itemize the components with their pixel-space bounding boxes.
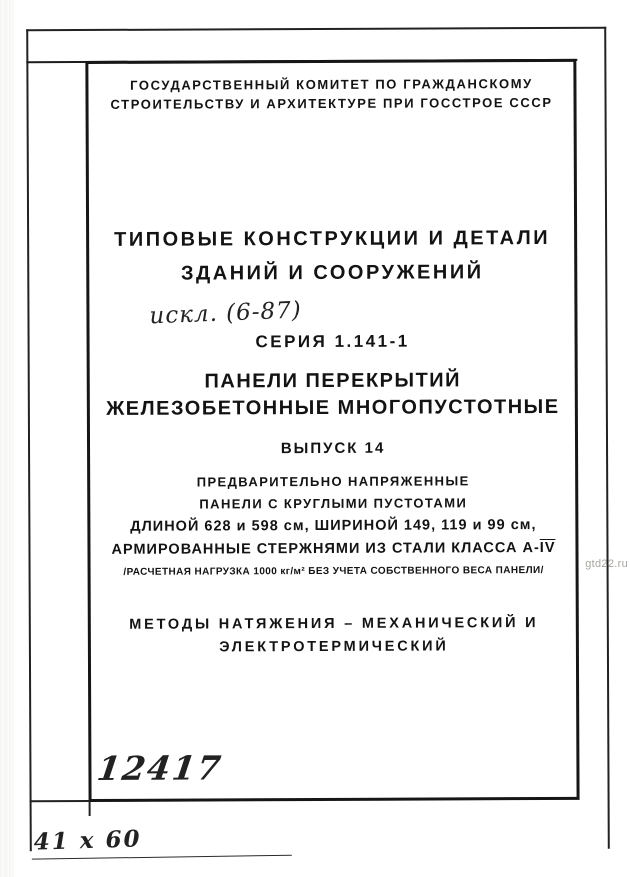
bottom-line-extension xyxy=(30,800,90,802)
subject-line1: ПАНЕЛИ ПЕРЕКРЫТИЙ xyxy=(204,369,462,393)
committee-header-line1: ГОСУДАРСТВЕННЫЙ КОМИТЕТ ПО ГРАЖДАНСКОМУ xyxy=(130,76,533,93)
committee-header-line2: СТРОИТЕЛЬСТВУ И АРХИТЕКТУРЕ ПРИ ГОССТРОЕ СССР xyxy=(110,94,553,112)
handwritten-cancellation-note: искл. (6-87) xyxy=(149,297,303,330)
reinforcement-text: АРМИРОВАННЫЕ СТЕРЖНЯМИ ИЗ СТАЛИ КЛАССА А- xyxy=(111,540,540,558)
reinforcement-line xyxy=(88,540,578,558)
document-title-line1: ТИПОВЫЕ КОНСТРУКЦИИ И ДЕТАЛИ xyxy=(114,226,551,251)
handwritten-inventory-number: 12417 xyxy=(94,748,225,788)
dimensions-text: ДЛИНОЙ 628 и 598 см, ШИРИНОЙ 149, 119 и 99 см, xyxy=(130,517,537,535)
title-block-frame xyxy=(85,59,579,802)
handwritten-format-note: 41 х 60 xyxy=(33,825,142,856)
tensioning-methods-line2: ЭЛЕКТРОТЕРМИЧЕСКИЙ xyxy=(219,638,449,656)
tensioning-methods-line1: МЕТОДЫ НАТЯЖЕНИЯ – МЕХАНИЧЕСКИЙ И xyxy=(129,615,539,633)
design-load-note: /РАСЧЕТНАЯ НАГРУЗКА 1000 кг/м² БЕЗ УЧЕТА СОБСТВЕННОГО ВЕСА ПАНЕЛИ/ xyxy=(123,565,544,578)
steel-class-numeral: $\overline{IV}$ xyxy=(539,539,556,557)
subject-line2: ЖЕЛЕЗОБЕТОННЫЕ МНОГОПУСТОТНЫЕ xyxy=(106,395,560,420)
series-designation: СЕРИЯ 1.141-1 xyxy=(255,331,410,352)
issue-number: ВЫПУСК 14 xyxy=(280,439,386,458)
document-title-line2: ЗДАНИЙ И СООРУЖЕНИЙ xyxy=(180,261,484,285)
description-line2: ПАНЕЛИ С КРУГЛЫМИ ПУСТОТАМИ xyxy=(199,495,468,512)
format-note-underline xyxy=(32,855,292,860)
dimensions-line xyxy=(88,517,578,535)
left-frame-tick xyxy=(89,802,91,816)
site-watermark: gtd22.ru xyxy=(585,558,628,570)
description-line1: ПРЕДВАРИТЕЛЬНО НАПРЯЖЕННЫЕ xyxy=(196,473,470,490)
